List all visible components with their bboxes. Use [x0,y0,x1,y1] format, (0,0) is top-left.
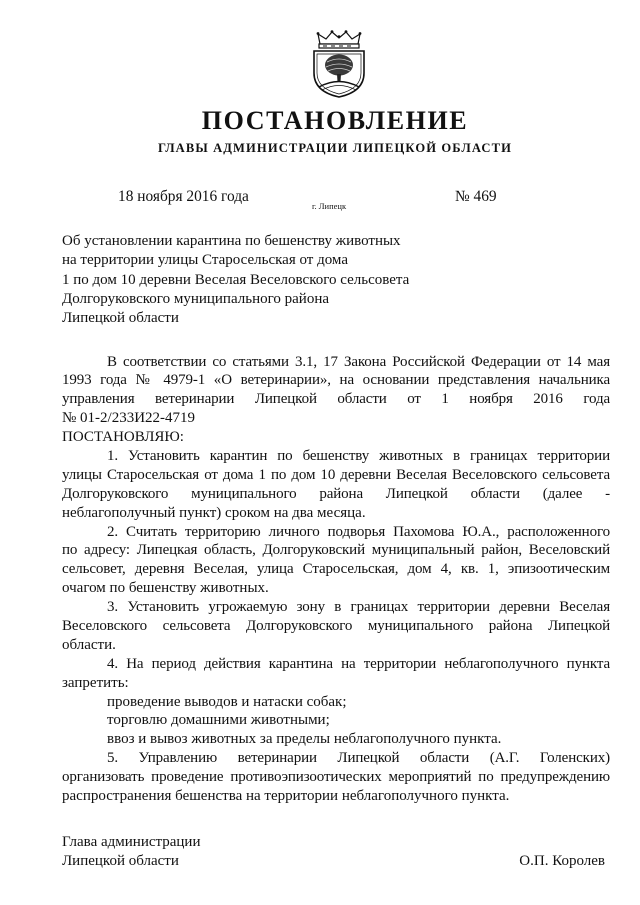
coat-of-arms-icon [307,29,371,99]
subject-line: Долгоруковского муниципального района [62,290,330,307]
body-line: запретить: [62,674,129,691]
body-line: неблагополучный пункт) сроком на два месяца. [62,504,366,521]
body-line: 3. Установить угрожаемую зону в границах территории деревни Веселая [107,599,610,616]
document-subject [62,232,462,328]
body-line: 1. Установить карантин по бешенству животных в границах территории [107,447,610,464]
signature-position [62,833,200,871]
document-place: г. Липецк [312,201,347,211]
body-line: ПОСТАНОВЛЯЮ: [62,429,184,446]
body-line: сельсовет, деревня Веселая, улица Старосельская, дом 4, кв. 1, эпизоотическим [62,561,610,578]
document-number: № 469 [455,188,497,205]
body-line: 2. Считать территорию личного подворья Пахомова Ю.А., расположенного [107,523,610,540]
subject-line: Об установлении карантина по бешенству животных [62,233,401,249]
body-line: очагом по бешенству животных. [62,580,269,597]
signature-position-line: Липецкой области [62,852,179,869]
document-date: 18 ноября 2016 года [118,188,249,205]
body-line: по адресу: Липецкая область, Долгоруковский муниципальный район, Веселовский [62,542,610,559]
body-line: улицы Старосельская от дома 1 по дом 10 деревни Веселая Веселовского сельсовета [62,466,610,483]
document-title: ПОСТАНОВЛЕНИЕ [201,106,469,135]
document-issuer: ГЛАВЫ АДМИНИСТРАЦИИ ЛИПЕЦКОЙ ОБЛАСТИ [157,141,513,155]
body-line: области. [62,636,116,653]
body-line: управления ветеринарии Липецкой области от 1 ноября 2016 года [62,391,610,408]
document-body [62,353,610,806]
body-line: Долгоруковского муниципального района Липецкой области (далее - [62,485,610,502]
body-line: Веселовского сельсовета Долгоруковского муниципального района Липецкой [62,617,610,634]
body-line: организовать проведение противоэпизоотических мероприятий по предупреждению [62,769,610,786]
signature-position-line: Глава администрации [62,833,201,850]
subject-line: 1 по дом 10 деревни Веселая Веселовского сельсовета [62,271,410,288]
subject-line: на территории улицы Старосельская от дома [62,252,348,269]
body-line: распространения бешенства на территории неблагополучного пункта. [62,787,510,804]
body-line: № 01-2/233И22-4719 [62,410,196,427]
body-line: В соответствии со статьями 3.1, 17 Закона Российской Федерации от 14 мая [107,353,610,370]
signature-name: О.П. Королев [519,852,605,869]
body-line: проведение выводов и натаски собак; [107,693,347,710]
body-line: 1993 года № 4979-1 «О ветеринарии», на основании представления начальника [62,372,610,389]
body-line: ввоз и вывоз животных за пределы неблагополучного пункта. [107,731,502,748]
subject-line: Липецкой области [62,310,179,327]
body-line: 5. Управлению ветеринарии Липецкой области (А.Г. Голенских) [107,750,610,767]
body-line: 4. На период действия карантина на территории неблагополучного пункта [107,655,610,672]
body-line: торговлю домашними животными; [107,712,330,729]
